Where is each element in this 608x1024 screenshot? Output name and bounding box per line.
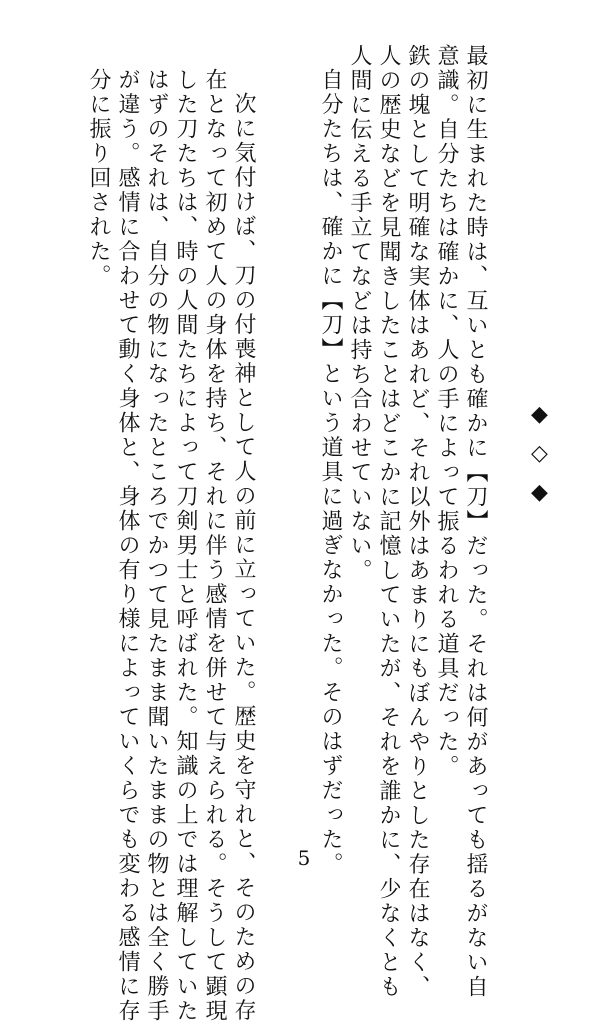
page-number: 5 — [297, 846, 311, 870]
text-column-9: した刀たちは、時の人間たちによって刀剣男士と呼ばれた。知識の上では理解していた — [173, 68, 198, 1024]
section-divider: ◆◇◆ — [527, 402, 552, 519]
text-column-7: 次に気付けば、刀の付喪神として人の前に立っていた。歴史を守れと、そのための存 — [231, 92, 256, 1023]
text-column-8: 在となって初めて人の身体を持ち、それに伴う感情を併せて与えられる。そうして顕現 — [202, 68, 227, 1024]
text-column-3: 鉄の塊として明確な実体はあれど、それ以外はあまりにもぼんやりとした存在はなく、 — [405, 44, 430, 1000]
text-column-10: はずのそれは、自分の物になったところでかつて見たまま聞いたままの物とは全く勝手 — [144, 68, 169, 1024]
text-column-2: 意識。自分たちは確かに、人の手によって振るわれる道具だった。 — [434, 44, 459, 779]
text-column-5: 人間に伝える手立てなどは持ち合わせていない。 — [347, 44, 372, 583]
text-column-1: 最初に生まれた時は、互いとも確かに【刀】だった。それは何があっても揺るがない自 — [463, 44, 488, 1000]
text-column-11: が違う。感情に合わせて動く身体と、身体の有り様によっていくらでも変わる感情に存 — [115, 68, 140, 1024]
text-column-4: 人の歴史などを見聞きしたことはどこかに記憶していたが、それを誰かに、少なくとも — [376, 44, 401, 1000]
text-column-12: 分に振り回された。 — [86, 68, 111, 289]
text-column-6: 自分たちは、確かに【刀】という道具に過ぎなかった。そのはずだった。 — [318, 68, 343, 877]
